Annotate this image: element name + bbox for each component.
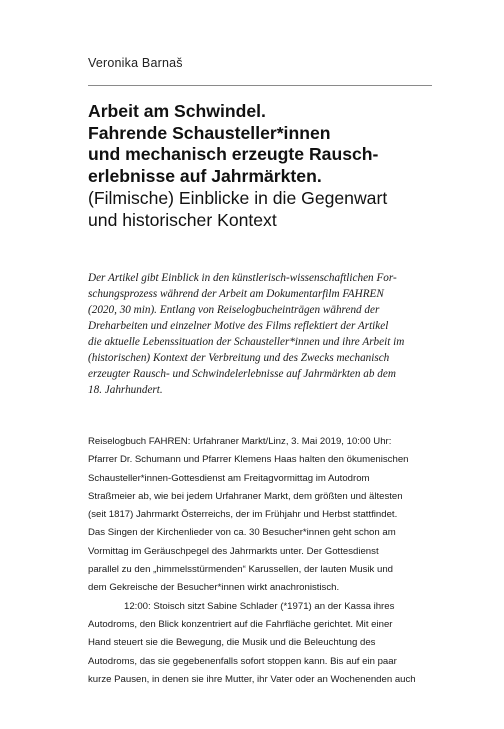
abstract-line: schungsprozess während der Arbeit am Dokumentarfilm FAHREN [88,288,384,300]
title-line: erlebnisse auf Jahrmärkten. [88,165,322,186]
body-line: Vormittag im Geräuschpegel des Jahrmarkts unter. Der Gottesdienst [88,545,379,557]
body-line: kurze Pausen, in denen sie ihre Mutter, ihr Vater oder an Wochenenden auch [88,673,416,685]
body-line: Autodroms, den Blick konzentriert auf die Fahrfläche gerichtet. Mit einer [88,618,393,630]
subtitle-line: (Filmische) Einblicke in die Gegenwart [88,188,388,208]
author-name: Veronika Barnaš [88,56,183,70]
abstract-line: (historischen) Kontext der Verbreitung und des Zwecks mechanisch [88,352,390,364]
body-line: Das Singen der Kirchenlieder von ca. 30 Besucher*innen geht schon am [88,527,396,539]
body-line: Hand steuert sie die Bewegung, die Musik und die Beleuchtung des [88,637,376,649]
title-line: Fahrende Schausteller*innen [88,122,331,143]
body-line: dem Gekreische der Besucher*innen wirkt anachronistisch. [88,582,340,594]
abstract-line: erzeugter Rausch- und Schwindelerlebnisse auf Jahrmärkten ab dem [88,368,396,380]
abstract-line: Der Artikel gibt Einblick in den künstlerisch-wissenschaftlichen For- [88,272,397,284]
article-title [88,101,436,187]
body-line: Reiselogbuch FAHREN: Urfahraner Markt/Linz, 3. Mai 2019, 10:00 Uhr: [88,436,392,447]
body-line: parallel zu den „himmelsstürmenden“ Karussellen, der lauten Musik und [88,564,394,576]
abstract-line: die aktuelle Lebenssituation der Schausteller*innen und ihre Arbeit im [88,336,405,348]
body-line: 12:00: Stoisch sitzt Sabine Schlader (*1971) an der Kassa ihres [124,600,395,612]
body-line: Autodroms, das sie gegebenenfalls sofort stoppen kann. Bis auf ein paar [88,655,397,667]
body-line: Straßmeier ab, wie bei jedem Urfahraner Markt, dem größten und ältesten [88,490,403,502]
abstract [88,270,432,398]
title-line: Arbeit am Schwindel. [88,101,266,121]
title-line: und mechanisch erzeugte Rausch- [88,144,379,164]
body-line: (seit 1817) Jahrmarkt Österreichs, der im Frühjahr und Herbst stattfindet. [88,509,398,521]
abstract-line: Dreharbeiten und einzelner Motive des Films reflektiert der Artikel [88,320,389,332]
abstract-line: 18. Jahrhundert. [88,384,163,396]
abstract-line: (2020, 30 min). Entlang von Reiselogbucheinträgen während der [88,304,380,316]
divider-rule [88,85,432,86]
body-text [88,433,432,689]
article-subtitle [88,188,436,231]
subtitle-line: und historischer Kontext [88,209,277,230]
body-line: Pfarrer Dr. Schumann und Pfarrer Klemens Haas halten den ökumenischen [88,454,409,466]
body-line: Schausteller*innen-Gottesdienst am Freitagvormittag im Autodrom [88,472,370,484]
